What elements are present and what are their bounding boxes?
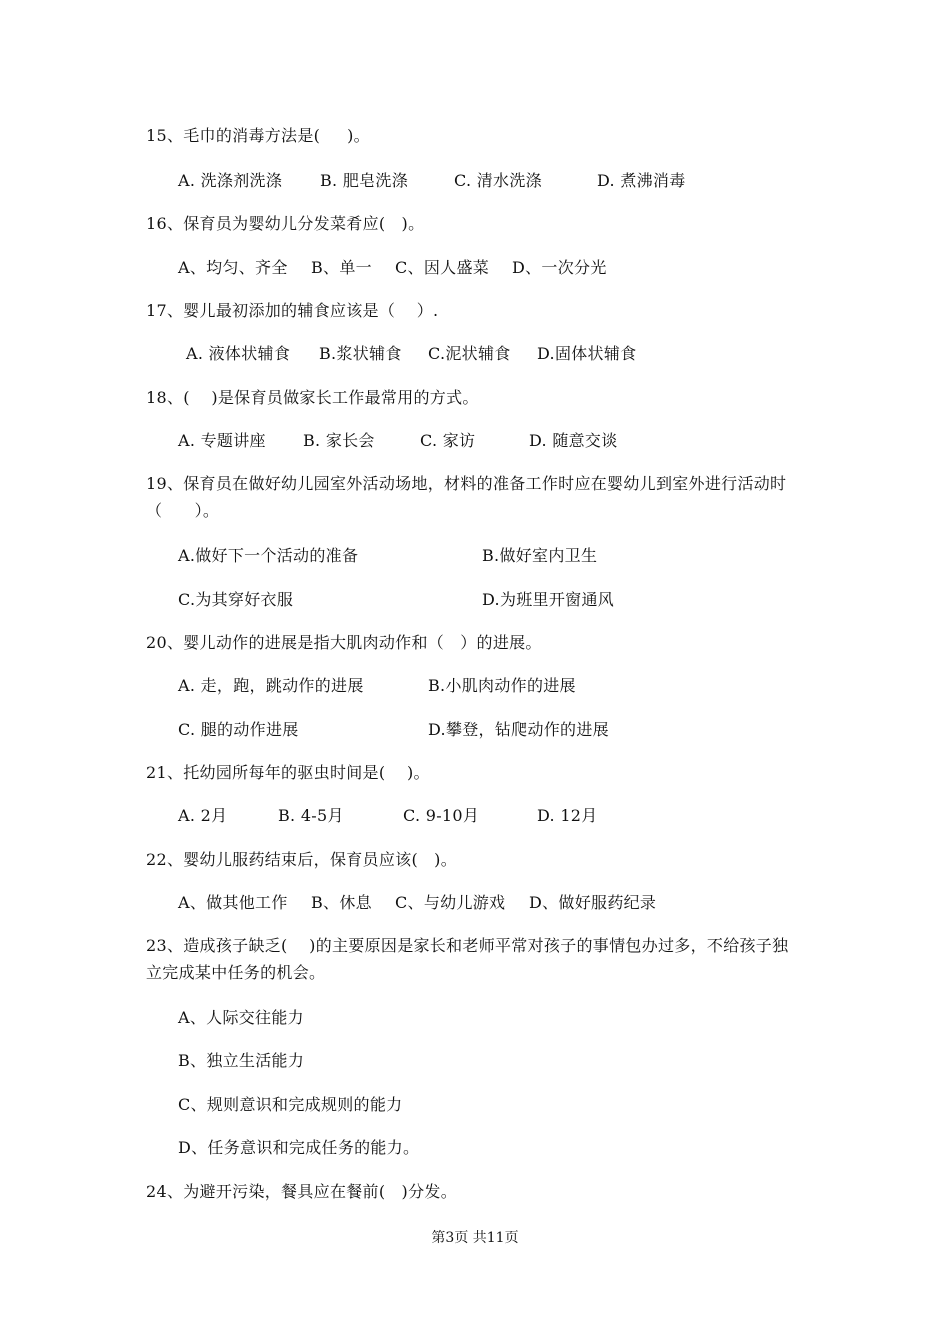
question-21-stem: 21、托幼园所每年的驱虫时间是( )。 <box>146 763 430 782</box>
question-16-stem: 16、保育员为婴幼儿分发菜肴应( )。 <box>146 214 425 233</box>
question-23-option-a: A、人际交往能力 <box>178 1008 304 1027</box>
question-21-option-b: B. 4-5月 <box>278 806 344 825</box>
question-18-option-c: C. 家访 <box>420 431 476 450</box>
question-19-option-d: D.为班里开窗通风 <box>482 590 615 609</box>
question-15-option-c: C. 清水洗涤 <box>454 171 542 190</box>
question-15-option-a: A. 洗涤剂洗涤 <box>178 171 283 190</box>
question-22-option-a: A、做其他工作 <box>178 893 288 912</box>
question-21-option-d: D. 12月 <box>537 806 598 825</box>
question-20-option-a: A. 走，跑，跳动作的进展 <box>178 676 364 695</box>
question-19-stem-line-2: （ ）。 <box>146 501 220 520</box>
question-16-option-c: C、因人盛菜 <box>395 258 490 277</box>
question-20-option-b: B.小肌肉动作的进展 <box>428 676 576 695</box>
question-18-option-b: B. 家长会 <box>303 431 375 450</box>
question-20-stem: 20、婴儿动作的进展是指大肌肉动作和（ ）的进展。 <box>146 633 542 652</box>
question-21-option-c: C. 9-10月 <box>403 806 480 825</box>
question-23-option-c: C、规则意识和完成规则的能力 <box>178 1095 403 1114</box>
question-23-stem-line-1: 23、造成孩子缺乏( )的主要原因是家长和老师平常对孩子的事情包办过多，不给孩子独 <box>146 936 789 955</box>
question-20-option-c: C. 腿的动作进展 <box>178 720 299 739</box>
question-19-option-c: C.为其穿好衣服 <box>178 590 294 609</box>
page-number-footer: 第3页 共11页 <box>431 1230 519 1246</box>
question-19-stem-line-1: 19、保育员在做好幼儿园室外活动场地，材料的准备工作时应在婴幼儿到室外进行活动时 <box>146 474 787 493</box>
question-16-option-d: D、一次分光 <box>512 258 607 277</box>
question-23-option-b: B、独立生活能力 <box>178 1051 305 1070</box>
question-22-stem: 22、婴幼儿服药结束后，保育员应该( )。 <box>146 850 458 869</box>
question-18-stem: 18、( )是保育员做家长工作最常用的方式。 <box>146 388 479 407</box>
question-22-option-b: B、休息 <box>311 893 372 912</box>
question-15-stem: 15、毛巾的消毒方法是( )。 <box>146 126 370 145</box>
question-16-option-b: B、单一 <box>311 258 372 277</box>
question-17-option-d: D.固体状辅食 <box>537 344 637 363</box>
question-22-option-c: C、与幼儿游戏 <box>395 893 506 912</box>
question-19-option-b: B.做好室内卫生 <box>482 546 598 565</box>
question-18-option-d: D. 随意交谈 <box>529 431 618 450</box>
question-23-option-d: D、任务意识和完成任务的能力。 <box>178 1138 420 1157</box>
question-17-option-b: B.浆状辅食 <box>319 344 402 363</box>
question-16-option-a: A、均匀、齐全 <box>178 258 288 277</box>
question-20-option-d: D.攀登，钻爬动作的进展 <box>428 720 609 739</box>
question-19-option-a: A.做好下一个活动的准备 <box>178 546 359 565</box>
question-18-option-a: A. 专题讲座 <box>178 431 266 450</box>
question-21-option-a: A. 2月 <box>178 806 228 825</box>
question-23-stem-line-2: 立完成某中任务的机会。 <box>146 963 326 982</box>
question-17-option-c: C.泥状辅食 <box>428 344 511 363</box>
question-15-option-b: B. 肥皂洗涤 <box>320 171 409 190</box>
question-24-stem: 24、为避开污染，餐具应在餐前( )分发。 <box>146 1182 458 1201</box>
question-17-stem: 17、婴儿最初添加的辅食应该是（ ）. <box>146 301 439 320</box>
question-15-option-d: D. 煮沸消毒 <box>597 171 686 190</box>
question-17-option-a: A. 液体状辅食 <box>186 344 291 363</box>
question-22-option-d: D、做好服药纪录 <box>529 893 657 912</box>
